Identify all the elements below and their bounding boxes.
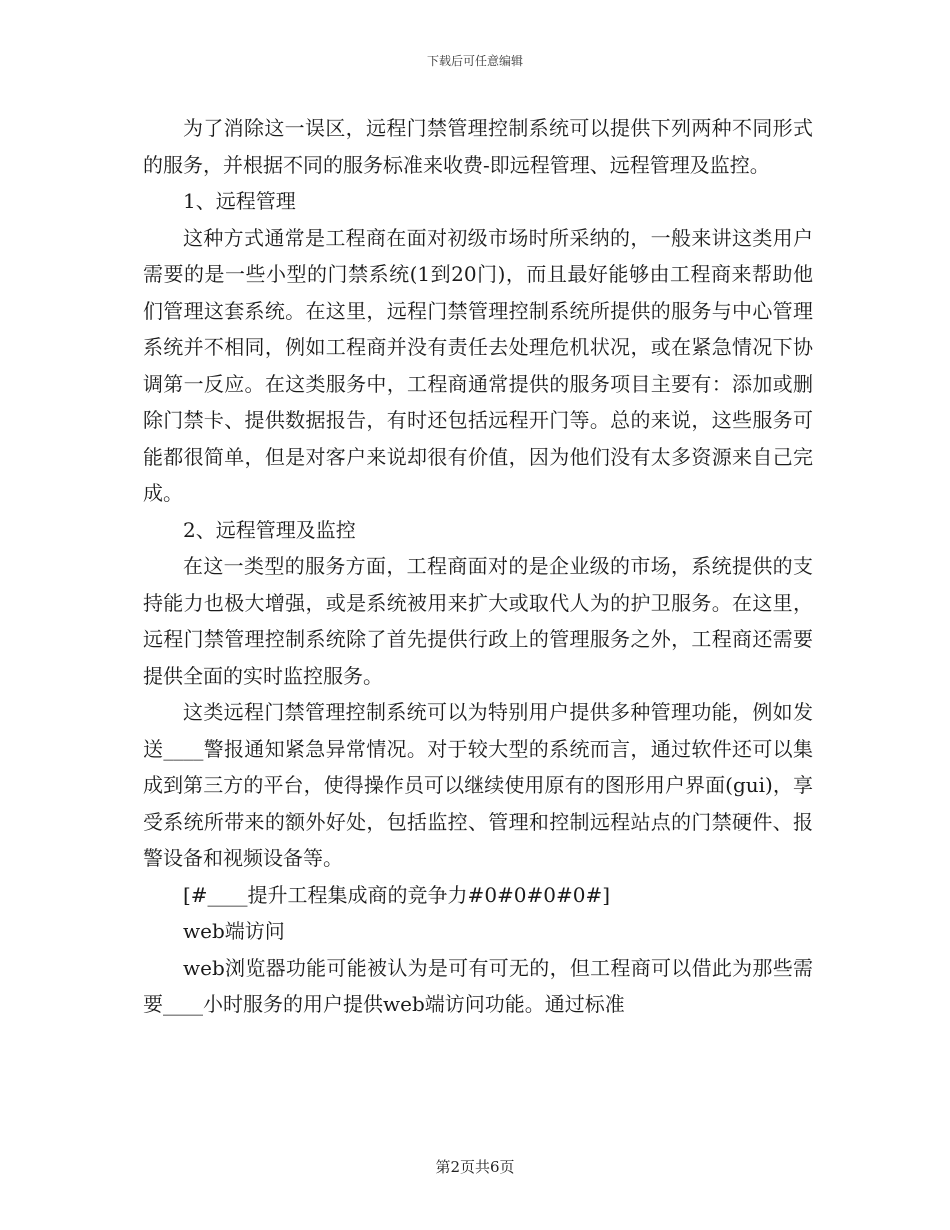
paragraph-web-access: web浏览器功能可能被认为是可有可无的，但工程商可以借此为那些需要____小时服务的用户提供web端访问功能。通过标准	[143, 955, 813, 1016]
section-marker-competitiveness: [#____提升工程集成商的竞争力#0#0#0#0#]	[183, 882, 611, 907]
paragraph-intro: 为了消除这一误区，远程门禁管理控制系统可以提供下列两种不同形式的服务，并根据不同的服务标准来收费-即远程管理、远程管理及监控。	[143, 116, 813, 177]
paragraph-remote-management: 这种方式通常是工程商在面对初级市场时所采纳的，一般来讲这类用户需要的是一些小型的门禁系统(1到20门)，而且最好能够由工程商来帮助他们管理这套系统。在这里，远程门禁管理控制系统所提供的服务与中心管理系统并不相同，例如工程商并没有责任去处理危机状况，或在紧急情况下协调第一反应。在这类服务中，工程商通常提供的服务项目主要有：添加或删除门禁卡、提供数据报告，有时还包括远程开门等。总的来说，这些服务可能都很简单，但是对客户来说却很有价值，因为他们没有太多资源来自己完成。	[143, 225, 813, 505]
paragraph-management-functions: 这类远程门禁管理控制系统可以为特别用户提供多种管理功能，例如发送____警报通知紧急异常情况。对于较大型的系统而言，通过软件还可以集成到第三方的平台，使得操作员可以继续使用原有的图形用户界面(gui)，享受系统所带来的额外好处，包括监控、管理和控制远程站点的门禁硬件、报警设备和视频设备等。	[143, 700, 813, 870]
section-heading-web-access: web端访问	[183, 919, 285, 943]
page-number: 第2页共6页	[435, 1158, 515, 1176]
page-header: 下载后可任意编辑	[426, 54, 523, 68]
section-heading-remote-management-monitoring: 2、远程管理及监控	[183, 517, 356, 542]
paragraph-enterprise-service: 在这一类型的服务方面，工程商面对的是企业级的市场，系统提供的支持能力也极大增强，或是系统被用来扩大或取代人为的护卫服务。在这里，远程门禁管理控制系统除了首先提供行政上的管理服务之外，工程商还需要提供全面的实时监控服务。	[143, 554, 813, 688]
document-body	[143, 110, 813, 1023]
section-heading-remote-management: 1、远程管理	[183, 189, 296, 213]
